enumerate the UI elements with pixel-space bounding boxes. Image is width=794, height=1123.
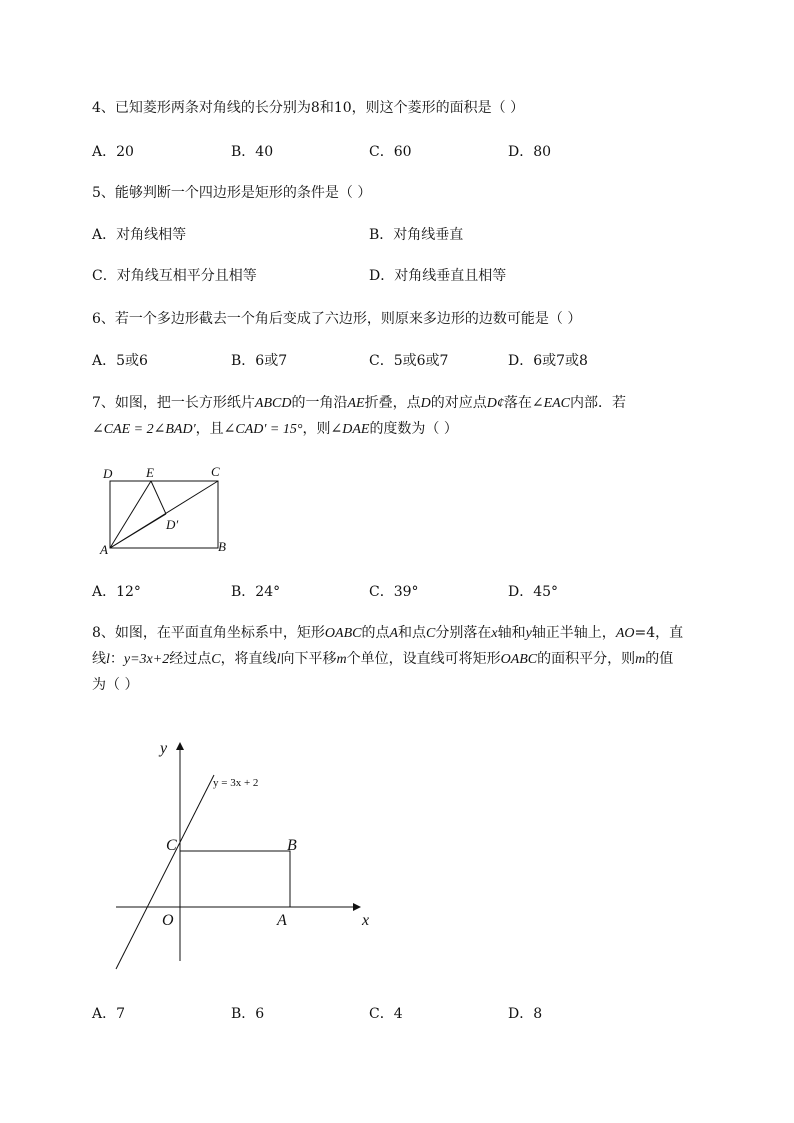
q8-label-a: A	[277, 912, 287, 929]
q7-dprime: D¢	[486, 396, 504, 411]
q6-option-b[interactable]: B．6或7	[231, 353, 288, 369]
q7-text: 的对应点	[430, 395, 487, 411]
q8-oabc: OABC	[324, 626, 362, 641]
question-8-stem-line-3: 为（ ）	[92, 677, 139, 693]
q7-option-b[interactable]: B．24°	[231, 584, 281, 600]
q8-text: 轴和	[497, 625, 526, 641]
q8-oabc: OABC	[500, 652, 538, 667]
q8-text: 个单位，设直线可将矩形	[346, 651, 501, 667]
q7-condition-2: ∠CAD′ = 15°	[223, 422, 303, 437]
question-8-stem-line-1	[92, 624, 683, 643]
q8-text: ，将直线	[220, 651, 277, 667]
q7-segment-ad	[110, 514, 166, 548]
q7-text: 7、如图，把一长方形纸片	[92, 395, 255, 411]
q5-option-a[interactable]: A．对角线相等	[92, 227, 187, 243]
q8-option-c[interactable]: C．4	[369, 1006, 403, 1022]
q5-option-c[interactable]: C．对角线互相平分且相等	[92, 268, 257, 284]
q6-option-d[interactable]: D．6或7或8	[508, 353, 588, 369]
q8-rectangle	[180, 851, 290, 907]
q8-text: 的值	[645, 651, 674, 667]
q8-a: A	[389, 626, 399, 641]
q8-text: ：	[109, 651, 124, 667]
question-7-stem-line-1	[92, 394, 626, 413]
q7-label-d: D	[103, 466, 113, 481]
q7-text: 的一角沿	[291, 395, 348, 411]
q7-ae: AE	[347, 396, 365, 411]
question-6-stem: 6、若一个多边形截去一个角后变成了六边形，则原来多边形的边数可能是（ ）	[92, 311, 582, 327]
q7-segment-ae	[110, 481, 151, 548]
q5-option-b[interactable]: B．对角线垂直	[369, 227, 464, 243]
q8-text: 和点	[398, 625, 427, 641]
q8-m: m	[336, 652, 347, 667]
q8-label-x: x	[362, 912, 370, 929]
q7-figure-lines	[110, 481, 218, 548]
q7-dae: DAE	[342, 422, 370, 437]
q7-text: ，则∠	[302, 421, 343, 437]
q7-text: 的度数为（ ）	[369, 421, 458, 437]
q5-option-d[interactable]: D．对角线垂直且相等	[369, 268, 507, 284]
question-4-stem: 4、已知菱形两条对角线的长分别为8和10，则这个菱形的面积是（ ）	[92, 100, 525, 116]
q4-option-d[interactable]: D．80	[508, 144, 552, 160]
q8-label-y: y	[160, 740, 168, 757]
q7-abcd: ABCD	[254, 396, 292, 411]
q8-line-l	[116, 775, 214, 969]
q8-label-line: y = 3x + 2	[213, 777, 259, 789]
q4-option-c[interactable]: C．60	[369, 144, 412, 160]
q8-label-o: O	[162, 912, 174, 929]
q8-text: 线	[92, 651, 106, 667]
q8-text: 轴正半轴上，	[531, 625, 616, 641]
q7-label-b: B	[218, 539, 226, 554]
q7-label-c: C	[211, 464, 220, 479]
q7-label-a: A	[100, 542, 108, 557]
q8-label-c: C	[166, 837, 177, 854]
q8-label-b: B	[287, 837, 297, 854]
q8-text: 经过点	[169, 651, 212, 667]
q7-option-d[interactable]: D．45°	[508, 584, 559, 600]
q8-option-b[interactable]: B．6	[231, 1006, 265, 1022]
q8-text: 分别落在	[435, 625, 492, 641]
q7-text: ，且	[195, 421, 224, 437]
q8-option-d[interactable]: D．8	[508, 1006, 543, 1022]
q7-text: 落在∠	[503, 395, 544, 411]
q6-option-a[interactable]: A．5或6	[92, 353, 148, 369]
q8-l: l	[276, 652, 281, 667]
q8-y: y	[525, 626, 532, 641]
q8-figure	[110, 735, 380, 975]
q4-option-a[interactable]: A．20	[92, 144, 134, 160]
q8-option-a[interactable]: A．7	[92, 1006, 126, 1022]
q8-text: 向下平移	[280, 651, 337, 667]
q8-text: =4，直	[634, 625, 684, 641]
q7-option-c[interactable]: C．39°	[369, 584, 419, 600]
q4-option-b[interactable]: B．40	[231, 144, 274, 160]
q8-l: l	[106, 652, 110, 667]
q8-c: C	[211, 652, 221, 667]
q7-label-e: E	[146, 465, 154, 480]
q8-text: 8、如图，在平面直角坐标系中，矩形	[92, 625, 325, 641]
q8-x: x	[491, 626, 498, 641]
q7-eac: EAC	[543, 396, 571, 411]
q8-c: C	[426, 626, 436, 641]
q7-text: 折叠，点	[364, 395, 421, 411]
q8-m: m	[635, 652, 646, 667]
q7-label-dprime: D′	[166, 517, 179, 532]
q7-d: D	[420, 396, 431, 411]
q7-figure	[90, 460, 240, 560]
question-5-stem: 5、能够判断一个四边形是矩形的条件是（ ）	[92, 185, 372, 201]
question-7-stem-line-2	[92, 420, 458, 439]
q7-option-a[interactable]: A．12°	[92, 584, 141, 600]
q7-condition-1: ∠CAE = 2∠BAD′	[92, 422, 196, 437]
q6-option-c[interactable]: C．5或6或7	[369, 353, 449, 369]
q8-ao: AO	[615, 626, 635, 641]
q7-segment-ed	[151, 481, 166, 514]
q8-text: 的点	[361, 625, 390, 641]
q7-text: 内部．若	[570, 395, 627, 411]
q8-text: 的面积平分，则	[537, 651, 636, 667]
question-8-stem-line-2	[92, 650, 673, 669]
q8-equation: y=3x+2	[123, 652, 170, 667]
